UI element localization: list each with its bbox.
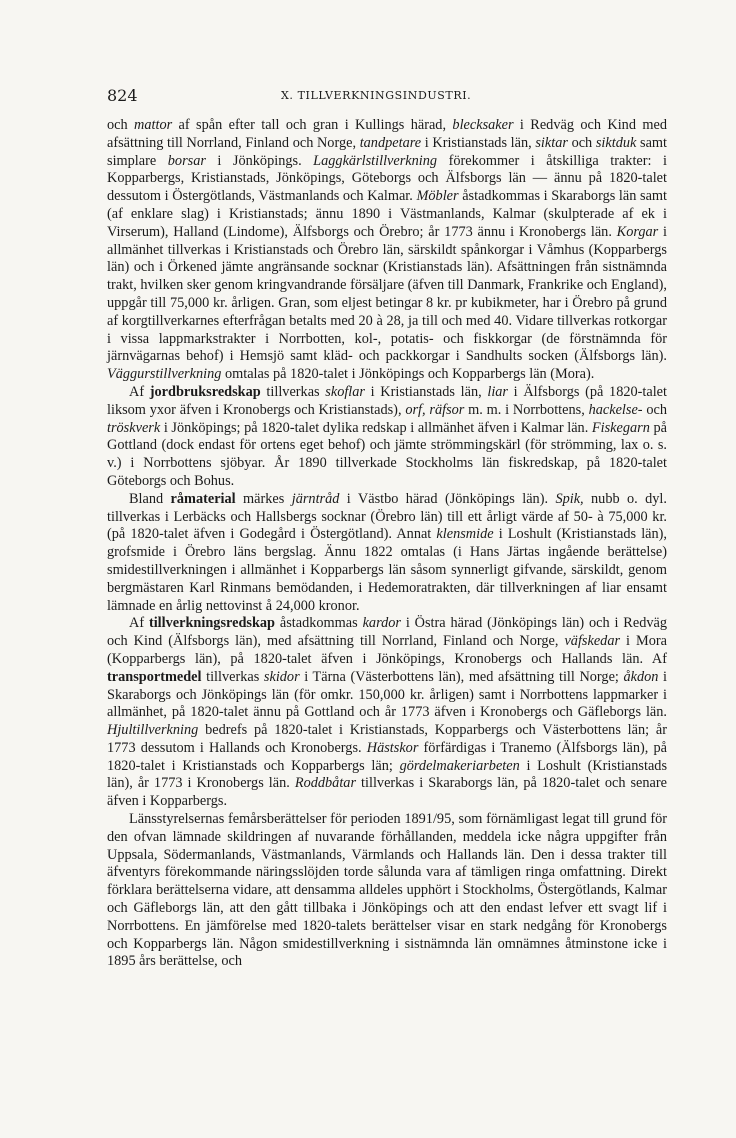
paragraph <box>107 615 667 811</box>
paragraph <box>107 384 667 491</box>
italic-term: tandpetare <box>359 134 422 151</box>
italic-term: Hjultillverkning <box>107 722 199 739</box>
text-run: omtalas på 1820-talet i Jönköpings och Kopparbergs län (Mora). <box>221 366 595 383</box>
text-run: märkes <box>235 490 292 507</box>
text-run: i Redväg och Kind med afsättning till Norrland, Finland och Norge, <box>107 117 667 151</box>
body-text <box>107 117 667 971</box>
italic-term: Spik, <box>555 490 584 507</box>
italic-term: mattor <box>134 117 173 133</box>
page-number: 824 <box>107 86 138 105</box>
italic-term: siktar <box>535 134 568 151</box>
italic-term: Roddbåtar <box>294 775 357 792</box>
text-run: tillverkas i Skaraborgs län, på 1820-talet och senare äfven i Kopparbergs. <box>107 775 668 810</box>
italic-term: skidor <box>263 668 300 685</box>
italic-term: kardor <box>362 615 401 632</box>
italic-term: Väggurstillverkning <box>107 366 222 383</box>
text-run: åstadkommas <box>275 615 363 632</box>
text-run: i Tärna (Västerbottens län), med afsättning till Norge; <box>299 668 624 685</box>
text-run: m. m. i Norrbottens, <box>464 401 589 418</box>
italic-term: hackelse- <box>588 401 643 418</box>
bold-term: tillverkningsredskap <box>148 615 276 632</box>
text-run: i Loshult (Kristianstads län), grofsmide i Örebro läns bergslag. Ännu 1822 omtalas (i Hans Järtas ingående berättelse) smidestillverkningen i allmänhet i Kopparbergs län såsom synnerligt gifvande, särskildt, genom bergmästaren Karl Rinmans bemödanden, i Hedemoratrakten, där tillverkningen af liar ensamt lämnade en årlig nettovinst å 24,000 kronor. <box>107 526 667 614</box>
italic-term: gördelmakeriarbeten <box>399 757 520 774</box>
text-run: i Jönköpings; på 1820-talet dylika redskap i allmänhet äfven i Kalmar län. <box>160 419 592 436</box>
paragraph <box>107 811 667 971</box>
text-run: och <box>567 134 596 151</box>
italic-term: klensmide <box>436 526 494 543</box>
italic-term: Korgar <box>616 223 659 240</box>
italic-term: Hästskor <box>366 739 419 756</box>
text-run: Af <box>129 383 150 400</box>
running-title: X. TILLVERKNINGSINDUSTRI. <box>281 89 472 102</box>
text-run: på Gottland (dock endast för ortens eget behof) och jämte strömmingskärl (för strömming, lax o. s. v.) i Norrbottens sjöbyar. År 1890 tillverkade Stockholms län fiskredskap, på 1820-talet Göteborgs och Bohus. <box>107 419 667 489</box>
italic-term: tröskverk <box>107 419 161 436</box>
text-run: åstadkommas i Skaraborgs län samt (af enklare slag) i Kristianstads; ännu 1890 i Västmanlands, Kalmar (skulpterade af ek i Virserum), Halland (Lindome), Älfsborgs och Örebro; år 1773 ännu i Kronobergs län. <box>107 188 668 240</box>
italic-term: Fiskegarn <box>591 419 650 436</box>
text-run: i Västbo härad (Jönköpings län). <box>339 490 556 507</box>
italic-term: orf, räfsor <box>405 401 465 418</box>
italic-term: liar <box>487 383 509 400</box>
text-run: i Kristianstads län, <box>365 383 488 400</box>
text-run: i Kristianstads län, <box>421 134 536 151</box>
text-run: Länsstyrelsernas femårsberättelser för perioden 1891/95, som förnämligast legat till grund för den ofvan lämnade skildringen af nuvarande förhållanden, meddela icke några uppgifter från Uppsala, Södermanlands, Västmanlands, Värmlands och Hallands län. Den i dessa trakter till äfventyrs förekommande näringsslöjden torde sålunda vara af tämligen ringa omfattning. Direkt förklara berättelserna vidare, att densamma alldeles upphört i Stockholms, Östergötlands, Kalmar och Gäfleborgs län, att den gått tillbaka i Jönköpings och att den endast lefver ett svagt lif i Norrbottens. En jämförelse med 1820-talets berättelser visar en stark nedgång för Kronobergs och Kopparbergs län. Någon smidestillverkning i sistnämnda län omnämnes åtminstone icke i 1895 års berättelse, och <box>107 811 667 970</box>
text-run: i Mora (Kopparbergs län), på 1820-talet äfven i Jönköpings, Kronobergs och Hallands län. Af <box>107 633 668 667</box>
bold-term: jordbruksredskap <box>149 383 261 400</box>
italic-term: blecksaker <box>452 117 514 133</box>
page-header <box>107 86 667 106</box>
text-run: i Östra härad (Jönköpings län) och i Redväg och Kind (Älfsborgs län), med afsättning till Norrland, Finland och Norge, <box>107 615 667 650</box>
text-run: förfärdigas i Tranemo (Älfsborgs län), på 1820-talet i Kristianstads och Kopparbergs län; <box>107 739 667 774</box>
text-run: och <box>642 401 668 418</box>
text-run: af spån efter tall och gran i Kullings härad, <box>172 117 453 133</box>
text-run: och <box>107 117 135 133</box>
italic-term: borsar <box>167 152 206 169</box>
text-run: tillverkas <box>201 668 264 685</box>
text-run: Bland <box>129 490 171 507</box>
bold-term: råmaterial <box>170 490 236 507</box>
text-run: förekommer i åtskilliga trakter: i Kopparbergs, Kristianstads, Jönköpings, Göteborgs och Älfsborgs län — ännu på 1820-talet dessutom i Östergötlands, Västmanlands och Kalmar. <box>107 152 667 205</box>
text-run: Af <box>129 615 149 632</box>
text-run: samt simplare <box>107 134 668 169</box>
paragraph <box>107 491 667 616</box>
italic-term: skoflar <box>325 383 365 400</box>
text-run: bedrefs på 1820-talet i Kristianstads, Kopparbergs och Västerbottens län; år 1773 dessutom i Hallands och Kronobergs. <box>107 722 667 756</box>
italic-term: väfskedar <box>564 633 621 650</box>
text-run: i Loshult (Kristianstads län), år 1773 i Kronobergs län. <box>107 757 668 792</box>
italic-term: åkdon <box>623 668 659 685</box>
text-run: i Älfsborgs (på 1820-talet liksom yxor äfven i Kronobergs och Kristianstads), <box>107 383 668 418</box>
paragraph <box>107 117 667 384</box>
text-run: i Skaraborgs och Jönköpings län (för omkr. 150,000 kr. årligen) samt i Norrbottens lappmarker i allmänhet, på 1820-talet ännu på Gottland och år 1773 äfven i Kronobergs och Gäfleborgs län. <box>107 668 668 721</box>
italic-term: Laggkärlstillverkning <box>313 152 438 169</box>
italic-term: Möbler <box>416 188 459 205</box>
bold-term: transportmedel <box>107 668 202 685</box>
text-run: nubb o. dyl. tillverkas i Lerbäcks och Hallsbergs socknar (Örebro län) till ett årligt värde af 50- à 75,000 kr. (på 1820-talet äfven i Godegård i Östergötland). Annat <box>107 490 667 543</box>
italic-term: siktduk <box>595 134 637 151</box>
text-run: i allmänhet tillverkas i Kristianstads och Örebro län, särskildt spånkorgar i Våmhus (Kopparbergs län) och i Örkened jämte angränsande socknar (Kristianstads län). Afsättningen från sistnämnda trakt, hvilken sker genom kringvandrande försäljare (äfven till Danmark, Frankrike och England), uppgår till 75,000 kr. årligen. Gran, som eljest betingar 8 kr. pr kubikmeter, har i Örebro på grund af korgtillverkarnes efterfrågan betalts med 20 à 28, ja till och med 40. Vidare tillverkas rotkorgar i vissa lappmarkstrakter i Norrbotten, kol-, potatis- och fiskkorgar (de förstnämnda för järnvägarnas behof) i Hemsjö samt kläd- och packkorgar i Sandhults socken (Älfsborgs län). <box>107 223 667 365</box>
text-run: i Jönköpings. <box>205 152 314 169</box>
italic-term: järntråd <box>291 490 340 507</box>
text-run: tillverkas <box>260 383 326 400</box>
